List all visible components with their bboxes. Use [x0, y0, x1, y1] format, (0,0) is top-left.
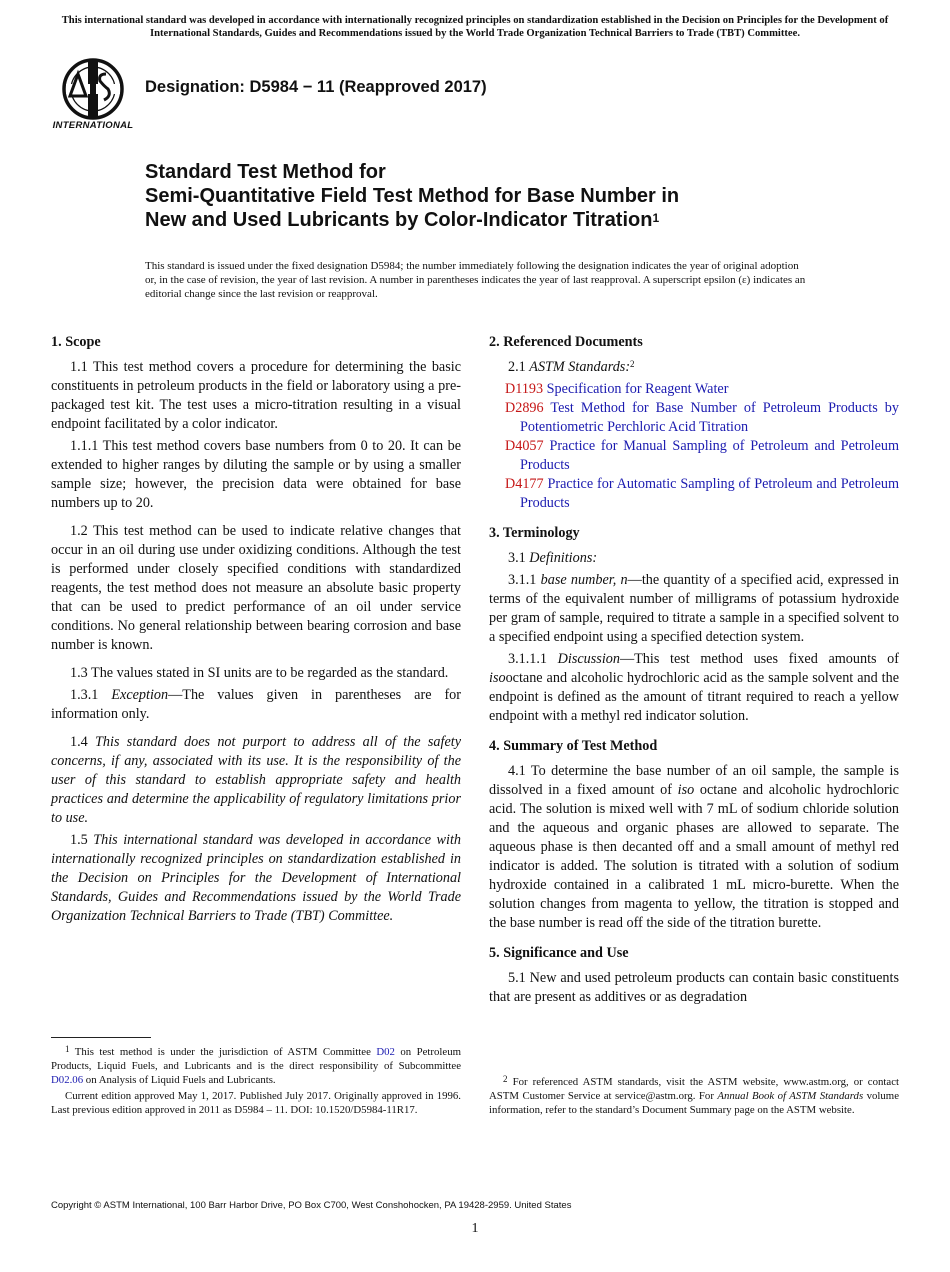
top-notice: This international standard was developed in accordance with internationally recognized principles on standardization established in the Decision on Principles for the Development of International Standards, Guides and Recommendations issued by the World Trade Organization Technical Barriers to Trade (TBT) Committee.	[61, 15, 889, 39]
section-summary-heading: 4. Summary of Test Method	[489, 738, 658, 754]
para-1-1-1: 1.1.1 This test method covers base numbers from 0 to 20. It can be extended to higher ranges by diluting the sample or by using a smaller sample size; however, the precision data were obtained for base numbers up to 20.	[51, 438, 461, 511]
copyright: Copyright © ASTM International, 100 Barr Harbor Drive, PO Box C700, West Conshohocken, PA 19428-2959. United States	[51, 1200, 572, 1211]
footnote-2-text: $^2$ For referenced ASTM standards, visit the ASTM website, www.astm.org, or contact ASTM Customer Service at service@astm.org. For Annual Book of ASTM Standards volume information, refer to the standard’s Document Summary page on the ASTM website.	[489, 1074, 899, 1116]
title-line-2: Semi-Quantitative Field Test Method for Base Number in	[145, 185, 680, 207]
subcommittee-d02-06-link[interactable]: D02.06	[51, 1073, 84, 1086]
title-footnote-mark[interactable]: 1	[652, 211, 660, 225]
designation: Designation: D5984 − 11 (Reapproved 2017)	[145, 78, 487, 96]
para-3-1-1-1: 3.1.1.1 Discussion—This test method uses fixed amounts of isooctane and alcoholic hydrochloric acid as the sample solvent and the endpoint is defined as the amount of titrant required to reach a yellow endpoint with a methyl red indicator solution.	[489, 651, 899, 724]
right-column	[489, 333, 899, 1010]
para-1-3-1: 1.3.1 Exception—The values given in parentheses are for information only.	[51, 687, 462, 722]
page-number: 1	[471, 1221, 479, 1236]
para-1-3: 1.3 The values stated in SI units are to be regarded as the standard.	[70, 665, 449, 681]
title-line-3: New and Used Lubricants by Color-Indicator Titration$^1$	[145, 209, 660, 231]
para-1-1: 1.1 This test method covers a procedure for determining the basic constituents in petroleum products in the field or laboratory using a pre-packaged test kit. The test uses a micro-titration resulting in a visual endpoint facilitated by a color indicator.	[51, 359, 461, 432]
para-2-1: 2.1 ASTM Standards:$^2$	[508, 359, 635, 375]
reference-d4177[interactable]: D4177 Practice for Automatic Sampling of Petroleum and Petroleum Products	[505, 476, 900, 511]
footnote-2	[489, 1076, 899, 1120]
logo-text: INTERNATIONAL	[52, 120, 134, 131]
section-scope-heading: 1. Scope	[51, 334, 101, 350]
reference-d2896[interactable]: D2896 Test Method for Base Number of Petroleum Products by Potentiometric Perchloric Acid Titration	[505, 400, 899, 435]
footnote-1-text: $^1$ This test method is under the jurisdiction of ASTM Committee D02 on Petroleum Products, Liquid Fuels, and Lubricants and is the direct responsibility of Subcommittee D02.06 on Analysis of Liquid Fuels and Lubricants.	[51, 1044, 461, 1086]
para-4-1: 4.1 To determine the base number of an oil sample, the sample is dissolved in a fixed amount of iso octane and alcoholic hydrochloric acid. The solution is mixed well with 7 mL of sodium chloride solution and the aqueous and organic phases are allowed to separate. The aqueous phase is then decanted off and a small amount of methyl red indicator is added. The solution is titrated with a solution of sodium hydroxide contained in a calibrated 1 mL micro-burette. When the solution changes from magenta to yellow, the titration is stopped and the base number is read off the side of the titration burette.	[489, 763, 899, 931]
para-1-5: 1.5 This international standard was developed in accordance with internationally recognized principles on standardization established in the Decision on Principles for the Development of International Standards, Guides and Recommendations issued by the World Trade Organization Technical Barriers to Trade (TBT) Committee.	[51, 832, 461, 924]
section-terminology-heading: 3. Terminology	[489, 525, 580, 541]
footnote-1-edition: Current edition approved May 1, 2017. Published July 2017. Originally approved in 1996. Last previous edition approved in 2011 as D5984 – 11. DOI: 10.1520/D5984-11R17.	[51, 1090, 461, 1117]
reference-d1193[interactable]: D1193 Specification for Reagent Water	[505, 381, 729, 397]
para-3-1-1: 3.1.1 base number, n—the quantity of a specified acid, expressed in terms of the equivalent number of milligrams of potassium hydroxide per gram of sample, required to titrate a sample in a specified solvent to a specified endpoint using a specified detection system.	[489, 572, 900, 645]
committee-d02-link[interactable]: D02	[376, 1046, 395, 1058]
para-3-1: 3.1 Definitions:	[508, 550, 598, 566]
footnote-1	[51, 1046, 461, 1121]
reference-d4057[interactable]: D4057 Practice for Manual Sampling of Petroleum and Petroleum Products	[505, 438, 900, 473]
para-1-4: 1.4 This standard does not purport to address all of the safety concerns, if any, associated with its use. It is the responsibility of the user of this standard to establish appropriate safety and health practices and determine the applicability of regulatory limitations prior to use.	[51, 734, 461, 826]
left-column	[51, 333, 461, 929]
footnote-2-mark[interactable]: 2	[630, 359, 635, 369]
para-1-2: 1.2 This test method can be used to indicate relative changes that occur in an oil during use under oxidizing conditions. Although the test is performed under closely specified conditions with standardized reagents, the test method does not measure an absolute basic property that can be used to predict performance of an oil under service conditions. No general relationship between bearing corrosion and base number is known.	[51, 523, 461, 653]
section-significance-heading: 5. Significance and Use	[489, 945, 629, 961]
issue-note: This standard is issued under the fixed designation D5984; the number immediately following the designation indicates the year of original adoption or, in the case of revision, the year of last revision. A number in parentheses indicates the year of last reapproval. A superscript epsilon (ε) indicates an editorial change since the last revision or reapproval.	[145, 260, 806, 301]
section-referenced-documents-heading: 2. Referenced Documents	[489, 334, 643, 350]
footnote-rule-left	[51, 1037, 151, 1038]
document-title	[145, 160, 905, 232]
title-line-1: Standard Test Method for	[145, 161, 386, 183]
para-5-1: 5.1 New and used petroleum products can contain basic constituents that are present as additives or as degradation	[489, 970, 899, 1005]
